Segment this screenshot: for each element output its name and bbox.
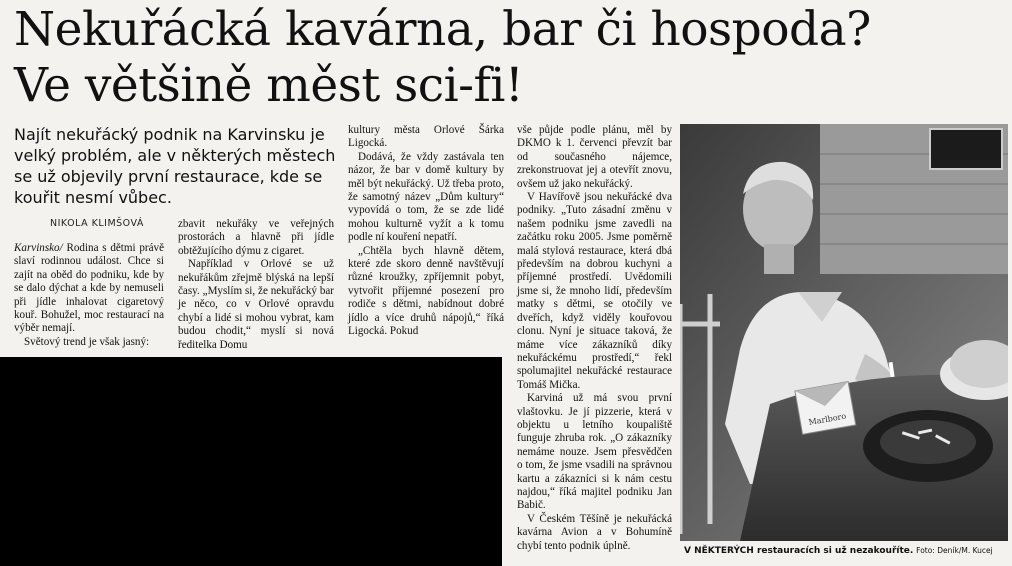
headline-line-1: Nekuřácká kavárna, bar či hospoda? <box>14 2 871 57</box>
col1-paragraph-1-text: Rodina s dětmi právě slaví rodinnou událost. Chce si zajít na oběd do podniku, kde by se dalo dýchat a kde by nemuseli při jídle inhalovat cigaretový kouř. Bohužel, moc restaurací na výběr nemají. <box>14 242 164 335</box>
col4-paragraph-3: Karviná už má svou první vlaštovku. Je jí pizzerie, která v objektu u letního koupaliště funguje zhruba rok. „O zákazníky nemáme nouze. Jsem přesvědčen o tom, že jsme vsadili na správnou kartu a zákazníci si k nám cestu najdou,“ říká majitel podniku Jan Babič. <box>517 392 672 512</box>
article-photo <box>680 124 1008 541</box>
cigarette-pack-label: Marlboro <box>807 411 847 428</box>
col3-paragraph-1: kultury města Orlové Šárka Ligocká. <box>348 124 504 150</box>
col4-paragraph-1: vše půjde podle plánu, měl by DKMO k 1. červenci převzít bar od současného nájemce, zrekonstruovat jej a otevřít znovu, ovšem už jako nekuřácký. <box>517 124 672 190</box>
article-column-4 <box>517 124 672 553</box>
article-column-2 <box>178 218 334 352</box>
col3-paragraph-2: Dodává, že vždy zastávala ten názor, že bar v domě kultury by měl být nekuřácký. Už třeba proto, že samotný název „Dům kultury“ vypovídá o tom, že se zde lidé mohou kulturně vyžít a k tomu podle ní kouření nepatří. <box>348 150 504 244</box>
photo-illustration <box>680 124 1008 541</box>
headline-line-2: Ve většině měst sci-fi! <box>14 58 524 113</box>
article-column-3 <box>348 124 504 339</box>
col2-paragraph-1: zbavit nekuřáky ve veřejných prostorách a hlavně při jídle obtěžujícího dýmu z cigaret. <box>178 218 334 257</box>
photo-credit: Foto: Deník/M. Kucej <box>916 546 993 555</box>
author-byline: NIKOLA KLIMŠOVÁ <box>50 218 144 229</box>
dateline-place: Karvinsko/ <box>14 242 63 254</box>
col1-paragraph-1 <box>14 242 164 336</box>
photo-caption <box>684 546 1010 556</box>
col4-paragraph-4: V Českém Těšíně je nekuřácká kavárna Avion a v Bohumíně chybí tento podnik úplně. <box>517 512 672 552</box>
headline <box>14 2 1004 114</box>
col3-paragraph-3: „Chtěla bych hlavně dětem, které zde skoro denně navštěvují různé kroužky, zpříjemnit pobyt, vytvořit příjemné posezení pro rodiče s dětmi, nabídnout dobré jídlo a více druhů nápojů,“ říká Ligocká. Pokud <box>348 244 504 338</box>
redacted-black-block <box>0 357 502 566</box>
col1-paragraph-2: Světový trend je však jasný: <box>24 335 150 348</box>
caption-text: V NĚKTERÝCH restauracích si už nezakouříte. <box>684 546 914 556</box>
col4-paragraph-2: V Havířově jsou nekuřácké dva podniky. „Tuto zásadní změnu v našem podniku jsme zavedli na začátku roku 2005. Jsme poměrně malá stylová restaurace, která dbá především na dobrou kuchyni a příjemné prostředí. Uvědomili jsme si, že mnoho lidí, především matky s dětmi, se otočily ve dveřích, když viděly kouřovou clonu. Nyní je situace taková, že máme více zákazníků díky nekuřáckému prostředí,“ řekl spolumajitel nekuřácké restaurace Tomáš Mička. <box>517 191 672 391</box>
article-column-1 <box>14 242 164 349</box>
lede-paragraph: Najít nekuřácký podnik na Karvinsku je velký problém, ale v některých městech se už objevily první restaurace, kde se kouřit nesmí vůbec. <box>14 125 336 207</box>
col2-paragraph-2: Například v Orlové se už nekuřákům zřejmě blýská na lepší časy. „Myslím si, že nekuřácký bar je něco, co v Orlové opravdu chybí a lidé si mohou vybrat, kam budou chodit,“ myslí si nová ředitelka Domu <box>178 258 334 351</box>
